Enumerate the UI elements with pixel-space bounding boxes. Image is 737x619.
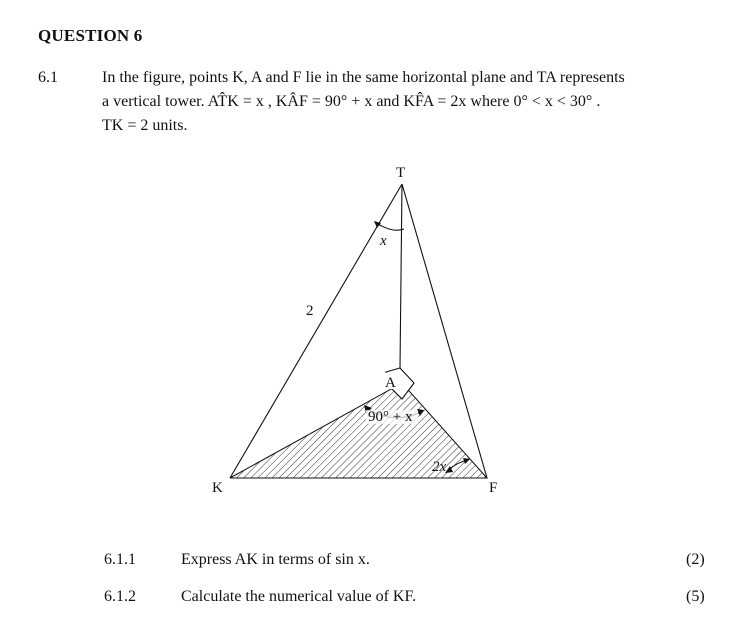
question-text-line-3: TK = 2 units.: [102, 117, 188, 134]
label-angle-f: 2x: [432, 459, 447, 475]
subquestion-text-1: Express AK in terms of sin x.: [181, 551, 370, 568]
subquestion-text-2: Calculate the numerical value of KF.: [181, 588, 417, 605]
subquestion-number-2: 6.1.2: [104, 588, 136, 605]
question-number: 6.1: [38, 69, 58, 86]
label-angle-a: 90° + x: [368, 409, 413, 425]
question-title: QUESTION 6: [38, 26, 143, 45]
label-side-tk: 2: [306, 303, 314, 319]
label-f: F: [489, 480, 498, 496]
label-angle-t: x: [380, 233, 387, 249]
subquestion-number-1: 6.1.1: [104, 551, 136, 568]
base-triangle-kaf: [230, 383, 487, 478]
label-k: K: [212, 480, 223, 496]
label-t: T: [396, 165, 406, 181]
subquestion-marks-2: (5): [686, 588, 705, 605]
question-text-line-2: a vertical tower. AT̂K = x , KÂF = 90° + x and KF̂A = 2x where 0° < x < 30° .: [102, 93, 601, 110]
subquestion-marks-1: (2): [686, 551, 705, 568]
label-a: A: [385, 375, 396, 391]
edge-ta: [400, 184, 402, 368]
angle-arc-t: [378, 224, 404, 230]
question-text-line-1: In the figure, points K, A and F lie in the same horizontal plane and TA represents: [102, 69, 625, 86]
